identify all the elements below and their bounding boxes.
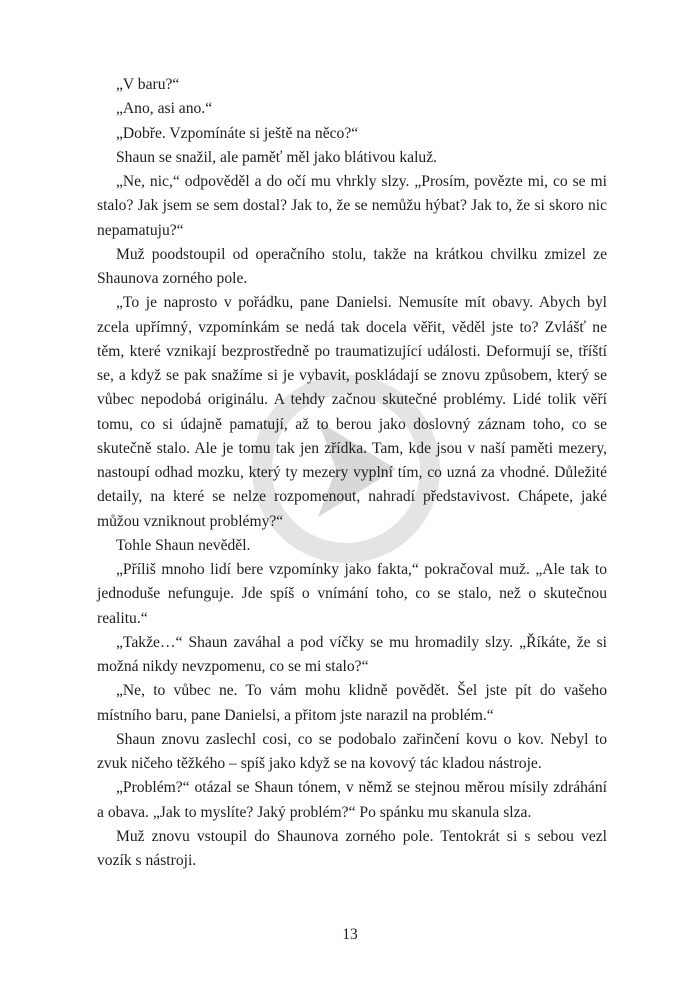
paragraph: „Takže…“ Shaun zaváhal a pod víčky se mu hromadily slzy. „Říkáte, že si možná nikdy nevzpomenu, co se mi stalo?“ [97,633,607,675]
paragraph: Shaun se snažil, ale paměť měl jako blátivou kaluž. [116,148,438,166]
paragraph: „To je naprosto v pořádku, pane Danielsi. Nemusíte mít obavy. Abych byl zcela upřímný, vzpomínkám se nedá tak docela věřit, věděl jste to? Zvlášť ne těm, které vznikají bezprostředně po traumatizující události. Deformují se, tříští se, a když se pak snažíme si je vybavit, poskládají se znovu způsobem, který se vůbec nepodobá originálu. A tehdy začnou skutečné problémy. Lidé tolik věří tomu, co si údajně pamatují, až to berou jako doslovný záznam toho, co se skutečně stalo. Ale je tomu tak jen zřídka. Tam, kde jsou v naší paměti mezery, nastoupí odhad mozku, který ty mezery vyplní tím, co uzná za vhodné. Důležité detaily, na které se nelze rozpomenout, nahradí představivost. Chápete, jaké můžou vzniknout problémy?“ [97,294,607,530]
paragraph: „Problém?“ otázal se Shaun tónem, v němž se stejnou měrou mísily zdráhání a obava. „Jak to myslíte? Jaký problém?“ Po spánku mu skanula slza. [97,779,607,821]
paragraph: „Dobře. Vzpomínáte si ještě na něco?“ [116,124,359,142]
paragraph: „V baru?“ [116,76,180,93]
paragraph: Muž poodstoupil od operačního stolu, takže na krátkou chvilku zmizel ze Shaunova zorného pole. [97,245,607,287]
paragraph: „Ne, to vůbec ne. To vám mohu klidně povědět. Šel jste pít do vašeho místního baru, pane Danielsi, a přitom jste narazil na problém.“ [97,682,607,724]
paragraph: Tohle Shaun nevěděl. [116,536,251,554]
paragraph: Muž znovu vstoupil do Shaunova zorného pole. Tentokrát si s sebou vezl vozík s nástroji. [97,827,607,869]
paragraph: „Ano, asi ano.“ [116,100,213,118]
paragraph: „Příliš mnoho lidí bere vzpomínky jako fakta,“ pokračoval muž. „Ale tak to jednoduše nefunguje. Jde spíš o vnímání toho, co se stalo, než o skutečnou realitu.“ [97,561,607,627]
body-text [97,73,607,873]
paragraph: Shaun znovu zaslechl cosi, co se podobalo zařinčení kovu o kov. Nebyl to zvuk ničeho těžkého – spíš jako když se na kovový tác kladou nástroje. [97,730,607,772]
paragraph: „Ne, nic,“ odpověděl a do očí mu vhrkly slzy. „Prosím, povězte mi, co se mi stalo? Jak jsem se sem dostal? Jak to, že se nemůžu hýbat? Jak to, že si skoro nic nepamatuju?“ [97,173,607,239]
page-number: 13 [342,926,358,943]
